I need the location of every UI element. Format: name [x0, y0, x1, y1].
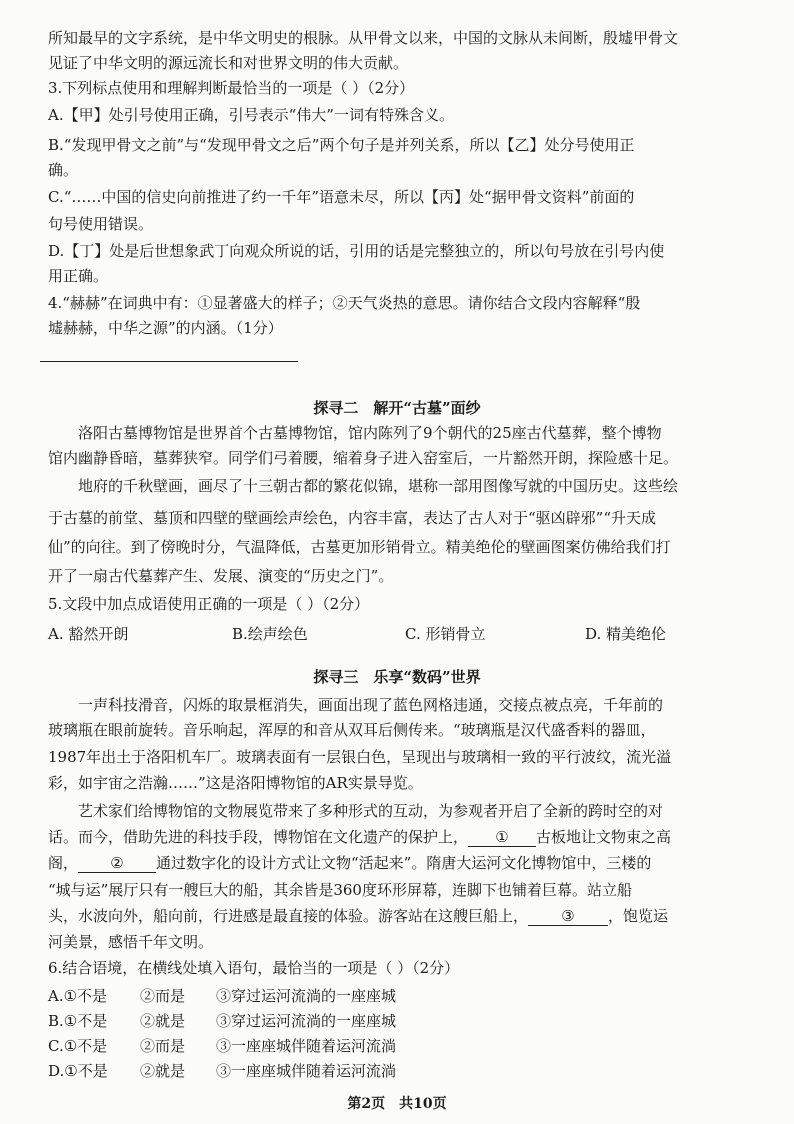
blank-2[interactable]: ②: [78, 854, 156, 873]
text-segment: ，饱览运: [608, 907, 669, 925]
text-line: 一声科技滑音，闪烁的取景框消失，画面出现了蓝色网格违通，交接点被点亮，千年前的: [78, 696, 664, 714]
option-part: ②就是: [140, 1012, 186, 1030]
blank-1[interactable]: ①: [468, 828, 536, 847]
text-segment: 通过数字化的设计方式让文物“活起来”。隋唐大运河文化博物馆中，三楼的: [156, 854, 652, 872]
option-part: B.①不是: [48, 1012, 108, 1030]
option-part: ②就是: [140, 1062, 186, 1080]
text-segment: 古板地让文物束之高: [536, 828, 672, 846]
text-line-with-blank: [48, 906, 758, 926]
blank-3[interactable]: ③: [528, 907, 608, 926]
question-5-stem: 5.文段中加点成语使用正确的一项是（ ）（2分）: [48, 595, 370, 613]
question-3-option-b-cont: 确。: [48, 161, 79, 179]
question-3-option-b: B.“发现甲骨文之前”与“发现甲骨文之后”两个句子是并列关系，所以【乙】处分号使用正: [48, 136, 635, 154]
page-number: 第2页 共10页: [347, 1096, 447, 1112]
text-line: 馆内幽静昏暗，墓葬狭窄。同学们弓着腰，缩着身子进入窑室后，一片豁然开朗，探险感十足。: [48, 449, 679, 467]
question-5-option-b: B.绘声绘色: [232, 625, 308, 643]
option-part: C.①不是: [48, 1037, 108, 1055]
option-part: ③穿过运河流淌的一座座城: [216, 1012, 397, 1030]
option-part: ③穿过运河流淌的一座座城: [216, 987, 397, 1005]
text-line: 仙”的向往。到了傍晚时分，气温降低，古墓更加形销骨立。精美绝伦的壁画图案仿佛给我们打: [48, 538, 671, 556]
question-6-option-b: [48, 1011, 396, 1031]
question-5-option-d: D. 精美绝伦: [585, 625, 667, 643]
question-3-option-c: C.“……中国的信史向前推进了约一千年”语意未尽，所以【丙】处“据甲骨文资料”前面的: [48, 188, 635, 206]
text-segment: 阁，: [48, 854, 79, 872]
text-line: 1987年出土于洛阳机车厂。玻璃表面有一层银白色，呈现出与玻璃相一致的平行波纹，流光溢: [48, 748, 672, 766]
text-line: 见证了中华文明的源远流长和对世界文明的伟大贡献。: [48, 54, 409, 72]
option-part: A.①不是: [48, 987, 108, 1005]
question-4-stem: 4.“赫赫”在词典中有：①显著盛大的样子；②天气炎热的意思。请你结合文段内容解释“殷: [48, 294, 641, 312]
option-part: ③一座座城伴随着运河流淌: [216, 1037, 397, 1055]
text-line: 于古墓的前堂、墓顶和四壁的壁画绘声绘色，内容丰富，表达了古人对于“驱凶辟邪”“升天成: [48, 509, 657, 527]
text-segment: 头，水波向外，船向前，行进感是最直接的体验。游客站在这艘巨船上，: [48, 907, 529, 925]
text-line: 河美景，感悟千年文明。: [48, 933, 214, 951]
question-3-option-a: A.【甲】处引号使用正确，引号表示“伟大”一词有特殊含义。: [48, 106, 454, 124]
question-6-option-a: [48, 986, 396, 1006]
question-3-option-c-cont: 句号使用错误。: [48, 215, 154, 233]
question-3-option-d: D.【丁】处是后世想象武丁向观众所说的话，引用的话是完整独立的，所以句号放在引号内使: [48, 242, 665, 260]
section-3-title: 探寻三 乐享“数码”世界: [313, 668, 481, 686]
option-part: D.①不是: [48, 1062, 108, 1080]
text-line: 洛阳古墓博物馆是世界首个古墓博物馆，馆内陈列了9个朝代的25座古代墓葬，整个博物: [78, 424, 662, 442]
text-line: 开了一扇古代墓葬产生、发展、演变的“历史之门”。: [48, 567, 394, 585]
question-6-option-d: [48, 1061, 396, 1081]
question-6-option-c: [48, 1036, 396, 1056]
text-line-with-blank: [48, 827, 758, 847]
question-5-option-c: C. 形销骨立: [405, 625, 486, 643]
text-line: 地府的千秋壁画，画尽了十三朝古都的繁花似锦，堪称一部用图像写就的中国历史。这些绘: [78, 477, 679, 495]
text-line: 玻璃瓶在眼前旋转。音乐响起，浑厚的和音从双耳后侧传来。“玻璃瓶是汉代盛香料的器皿，: [48, 721, 656, 739]
option-part: ②而是: [140, 987, 186, 1005]
option-part: ③一座座城伴随着运河流淌: [216, 1062, 397, 1080]
text-segment: 话。而今，借助先进的科技手段，博物馆在文化遗产的保护上，: [48, 828, 469, 846]
question-3-stem: 3.下列标点使用和理解判断最恰当的一项是（ ）（2分）: [48, 79, 415, 97]
question-3-option-d-cont: 用正确。: [48, 267, 109, 285]
section-2-title: 探寻二 解开“古墓”面纱: [313, 399, 481, 417]
question-5-option-a: A. 豁然开朗: [48, 625, 129, 643]
option-part: ②而是: [140, 1037, 186, 1055]
text-line: “城与运”展厅只有一艘巨大的船，其余皆是360度环形屏幕，连脚下也铺着巨幕。站立船: [48, 881, 632, 899]
question-4-stem-cont: 墟赫赫，中华之源”的内涵。（1分）: [48, 319, 283, 337]
text-line: 彩，如宇宙之浩瀚……”这是洛阳博物馆的AR实景导览。: [48, 774, 423, 792]
question-6-stem: 6.结合语境，在横线处填入语句，最恰当的一项是（ ）（2分）: [48, 959, 460, 977]
text-line: 艺术家们给博物馆的文物展览带来了多种形式的互动，为参观者开启了全新的跨时空的对: [78, 802, 664, 820]
text-line-with-blank: [48, 853, 758, 873]
answer-line[interactable]: [40, 361, 298, 362]
text-line: 所知最早的文字系统，是中华文明史的根脉。从甲骨文以来，中国的文脉从未间断，殷墟甲骨文: [48, 29, 679, 47]
